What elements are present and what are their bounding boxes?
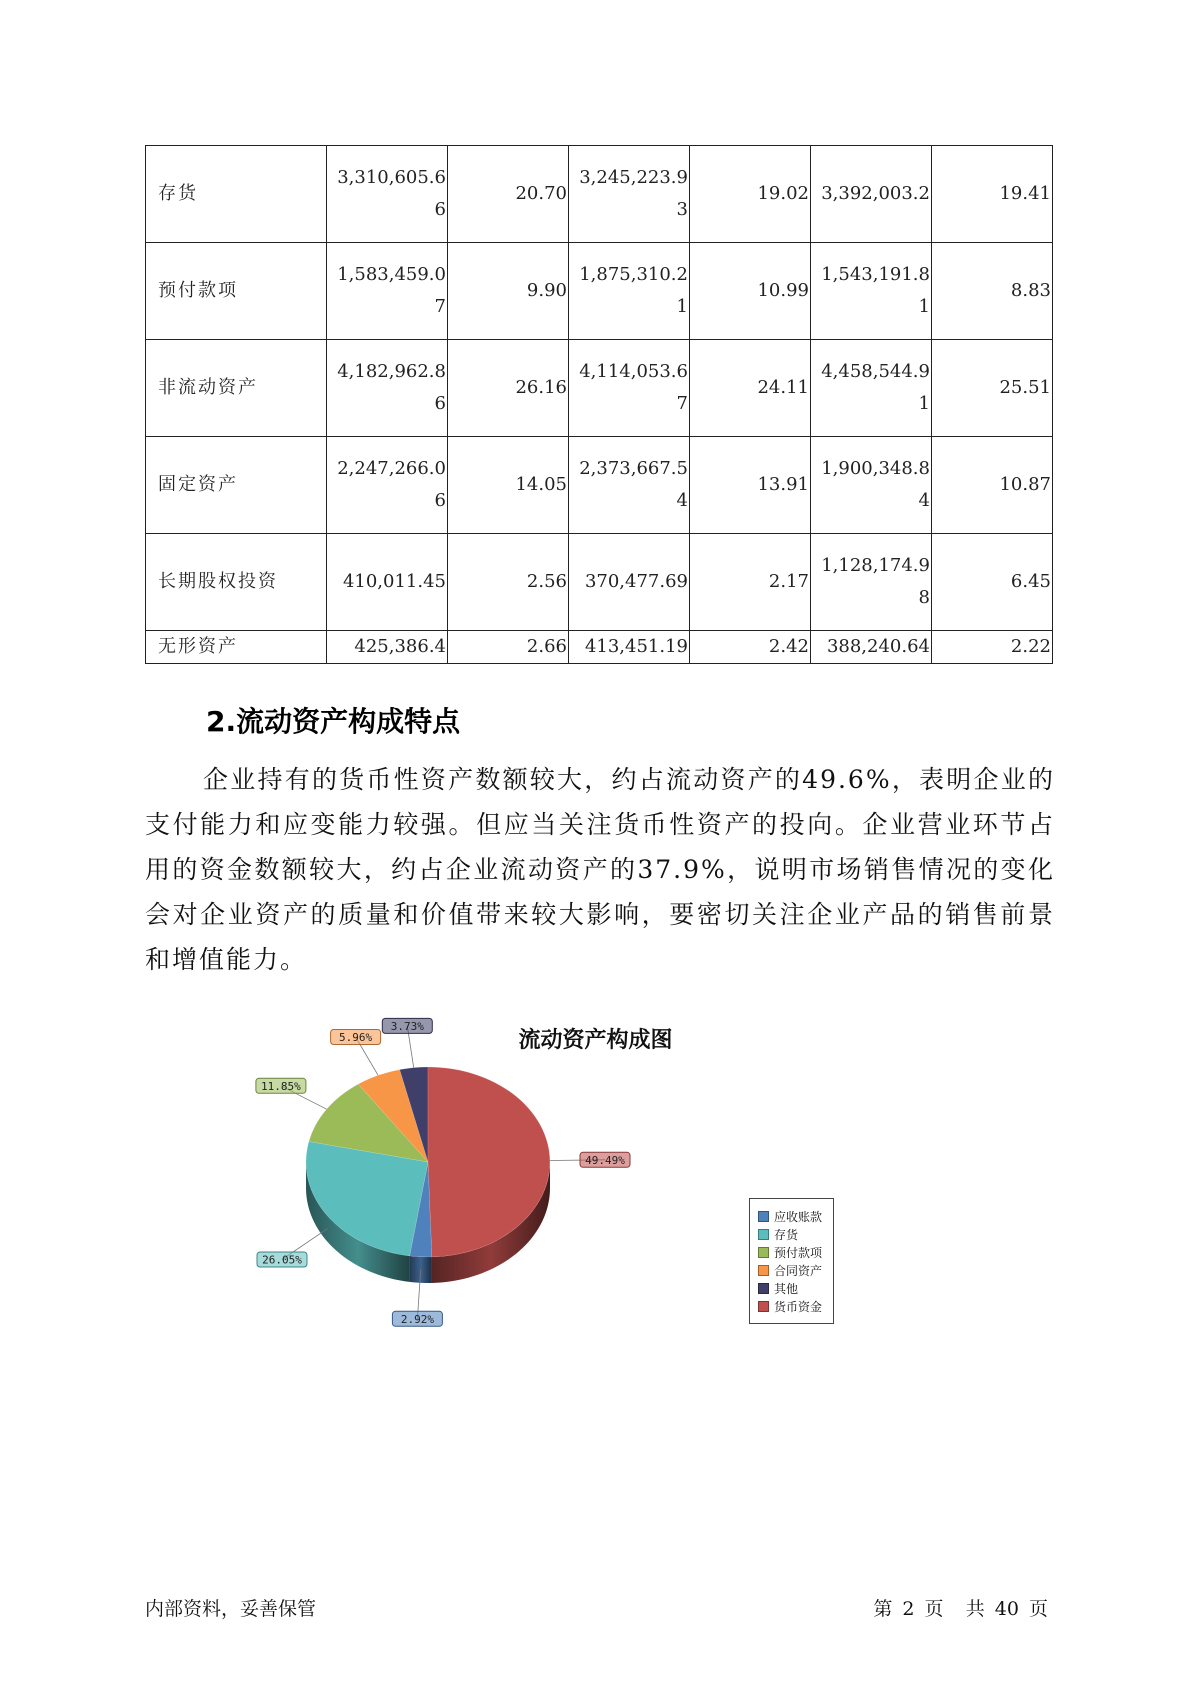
cell-c2: 20.70 xyxy=(448,146,569,243)
cell-c2: 2.66 xyxy=(448,631,569,664)
cell-c3: 370,477.69 xyxy=(569,534,690,631)
row-label: 预付款项 xyxy=(146,243,327,340)
legend-swatch xyxy=(758,1265,769,1276)
cell-c1: 4,182,962.86 xyxy=(327,340,448,437)
cell-c1: 410,011.45 xyxy=(327,534,448,631)
cell-c5: 1,543,191.81 xyxy=(811,243,932,340)
data-label: 5.96% xyxy=(339,1031,373,1044)
legend-swatch xyxy=(758,1229,769,1240)
cell-c4: 13.91 xyxy=(690,437,811,534)
chart-legend xyxy=(749,1198,834,1324)
cell-c4: 10.99 xyxy=(690,243,811,340)
cell-c3: 4,114,053.67 xyxy=(569,340,690,437)
cell-c1: 2,247,266.06 xyxy=(327,437,448,534)
data-label: 26.05% xyxy=(262,1253,302,1267)
cell-c3: 1,875,310.21 xyxy=(569,243,690,340)
cell-c1: 1,583,459.07 xyxy=(327,243,448,340)
chart-title: 流动资产构成图 xyxy=(518,1028,673,1053)
legend-label: 存货 xyxy=(774,1227,799,1242)
cell-c6: 10.87 xyxy=(932,437,1053,534)
cell-c3: 413,451.19 xyxy=(569,631,690,664)
cell-c4: 2.42 xyxy=(690,631,811,664)
legend-swatch xyxy=(758,1211,769,1222)
legend-swatch xyxy=(758,1301,769,1312)
cell-c5: 3,392,003.2 xyxy=(811,146,932,243)
data-label: 49.49% xyxy=(585,1153,625,1167)
legend-item xyxy=(758,1243,833,1261)
data-label: 11.85% xyxy=(261,1079,301,1093)
legend-label: 其他 xyxy=(774,1281,799,1296)
cell-c6: 19.41 xyxy=(932,146,1053,243)
cell-c6: 2.22 xyxy=(932,631,1053,664)
legend-item xyxy=(758,1207,833,1225)
total-pages: 40 xyxy=(994,1598,1019,1620)
legend-label: 合同资产 xyxy=(774,1263,823,1278)
footer-page-info xyxy=(871,1594,1050,1621)
row-label: 存货 xyxy=(146,146,327,243)
cell-c1: 3,310,605.66 xyxy=(327,146,448,243)
pie-side-wall xyxy=(410,1256,432,1283)
legend-item xyxy=(758,1297,833,1315)
row-label: 长期股权投资 xyxy=(146,534,327,631)
cell-c6: 6.45 xyxy=(932,534,1053,631)
legend-swatch xyxy=(758,1283,769,1294)
row-label: 非流动资产 xyxy=(146,340,327,437)
data-label: 2.92% xyxy=(400,1312,434,1326)
row-label: 无形资产 xyxy=(146,631,327,664)
page-prefix: 第 xyxy=(873,1598,893,1620)
legend-label: 预付款项 xyxy=(774,1245,823,1260)
total-prefix: 共 xyxy=(965,1598,985,1620)
section-title: 2.流动资产构成特点 xyxy=(206,705,461,738)
cell-c5: 1,900,348.84 xyxy=(811,437,932,534)
footer-confidential-note: 内部资料，妥善保管 xyxy=(145,1598,317,1620)
body-paragraph: 企业持有的货币性资产数额较大，约占流动资产的49.6%，表明企业的支付能力和应变能力较强。但应当关注货币性资产的投向。企业营业环节占用的资金数额较大，约占企业流动资产的37.9%，说明市场销售情况的变化会对企业资产的质量和价值带来较大影响，要密切关注企业产品的销售前景和增值能力。 xyxy=(145,765,1055,974)
cell-c5: 4,458,544.91 xyxy=(811,340,932,437)
cell-c2: 9.90 xyxy=(448,243,569,340)
legend-item xyxy=(758,1279,833,1297)
legend-item xyxy=(758,1225,833,1243)
data-label: 3.73% xyxy=(390,1019,424,1033)
cell-c5: 388,240.64 xyxy=(811,631,932,664)
cell-c2: 14.05 xyxy=(448,437,569,534)
page-number: 2 xyxy=(902,1598,915,1620)
legend-swatch xyxy=(758,1247,769,1258)
cell-c1: 425,386.4 xyxy=(327,631,448,664)
cell-c4: 19.02 xyxy=(690,146,811,243)
row-label: 固定资产 xyxy=(146,437,327,534)
cell-c4: 24.11 xyxy=(690,340,811,437)
cell-c3: 2,373,667.54 xyxy=(569,437,690,534)
legend-item xyxy=(758,1261,833,1279)
legend-label: 应收账款 xyxy=(774,1209,823,1224)
legend-label: 货币资金 xyxy=(774,1299,823,1314)
cell-c6: 25.51 xyxy=(932,340,1053,437)
cell-c2: 26.16 xyxy=(448,340,569,437)
cell-c6: 8.83 xyxy=(932,243,1053,340)
cell-c2: 2.56 xyxy=(448,534,569,631)
cell-c3: 3,245,223.93 xyxy=(569,146,690,243)
total-suffix: 页 xyxy=(1028,1598,1048,1620)
cell-c5: 1,128,174.98 xyxy=(811,534,932,631)
page-suffix: 页 xyxy=(924,1598,944,1620)
cell-c4: 2.17 xyxy=(690,534,811,631)
pie-tops xyxy=(306,1067,550,1257)
